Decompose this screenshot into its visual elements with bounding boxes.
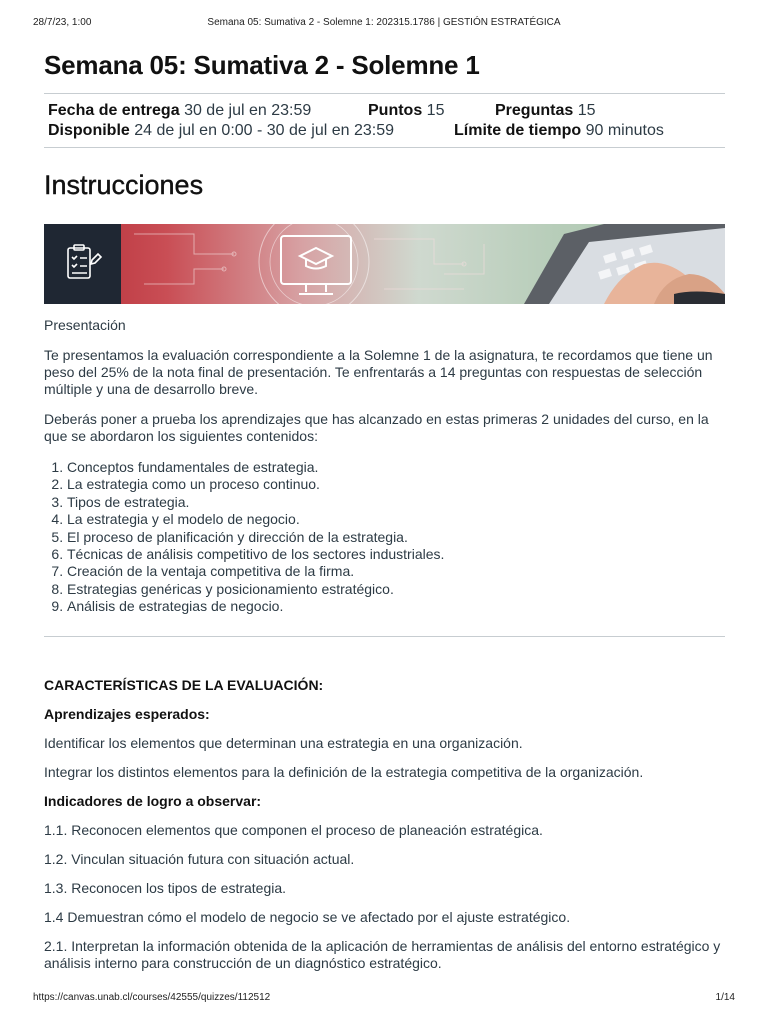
- contents-list: [44, 459, 725, 616]
- indicator-item: 1.3. Reconocen los tipos de estrategia.: [44, 879, 287, 896]
- indicator-item: 1.2. Vinculan situación futura con situación actual.: [44, 850, 355, 867]
- availability: [48, 121, 394, 141]
- presentation-title: Presentación: [44, 317, 126, 333]
- instructions-paragraph-2: Deberás poner a prueba los aprendizajes que has alcanzado en estas primeras 2 unidades del curso, en la que se abordaron los siguientes contenidos:: [44, 411, 709, 444]
- due-date-label: Fecha de entrega: [48, 102, 180, 119]
- points-value: 15: [426, 102, 445, 119]
- time-limit-label: Límite de tiempo: [454, 122, 582, 139]
- instructions-paragraph-1: Te presentamos la evaluación correspondiente a la Solemne 1 de la asignatura, te recordamos que tiene un peso del 25% de la nota final de presentación. Te enfrentarás a 14 preguntas con respuestas de selección múltiple y una de desarrollo breve.: [44, 347, 713, 397]
- list-item: 7. Creación de la ventaja competitiva de la firma.: [67, 563, 725, 580]
- laptop-image: [524, 224, 725, 304]
- quiz-details: [44, 94, 725, 147]
- list-item: 6. Técnicas de análisis competitivo de los sectores industriales.: [67, 546, 725, 563]
- characteristics-heading: CARACTERÍSTICAS DE LA EVALUACIÓN:: [44, 676, 324, 693]
- points-label: Puntos: [368, 102, 423, 119]
- list-item: 3. Tipos de estrategia.: [67, 494, 725, 511]
- questions: [495, 101, 596, 121]
- characteristics-section: [44, 677, 725, 972]
- points: [368, 101, 444, 121]
- print-footer: [33, 992, 735, 1006]
- quiz-details-row-2: [48, 121, 721, 141]
- quiz-title: Semana 05: Sumativa 2 - Solemne 1: [44, 50, 480, 80]
- due-date: [48, 101, 311, 121]
- list-item: 2. La estrategia como un proceso continuo.: [67, 476, 725, 493]
- expected-learning-item: Identificar los elementos que determinan una estrategia en una organización.: [44, 734, 523, 751]
- indicators-heading: Indicadores de logro a observar:: [44, 792, 262, 809]
- print-doc-title: Semana 05: Sumativa 2 - Solemne 1: 202315.1786 | GESTIÓN ESTRATÉGICA: [207, 17, 561, 28]
- print-header: [33, 17, 735, 31]
- quiz-content: [44, 48, 725, 972]
- quiz-details-row-1: [48, 101, 721, 121]
- list-item: 1. Conceptos fundamentales de estrategia.: [67, 459, 725, 476]
- instructions-heading: Instrucciones: [44, 170, 204, 200]
- divider: [44, 636, 725, 637]
- page-number: 1/14: [715, 992, 735, 1003]
- instructions-body: [44, 317, 725, 616]
- banner-illustration: [44, 224, 725, 304]
- list-item: 8. Estrategias genéricas y posicionamiento estratégico.: [67, 581, 725, 598]
- list-item: 9. Análisis de estrategias de negocio.: [67, 598, 725, 615]
- list-item: 4. La estrategia y el modelo de negocio.: [67, 511, 725, 528]
- indicator-item: 1.4 Demuestran cómo el modelo de negocio se ve afectado por el ajuste estratégico.: [44, 908, 571, 925]
- due-date-value: 30 de jul en 23:59: [184, 102, 312, 119]
- print-url: https://canvas.unab.cl/courses/42555/quizzes/112512: [33, 992, 271, 1003]
- time-limit-value: 90 minutos: [585, 122, 664, 139]
- expected-learning-item: Integrar los distintos elementos para la definición de la estrategia competitiva de la organización.: [44, 763, 644, 780]
- questions-value: 15: [577, 102, 596, 119]
- indicator-item: 2.1. Interpretan la información obtenida de la aplicación de herramientas de análisis del entorno estratégico y análisis interno para construcción de un diagnóstico estratégico.: [44, 937, 721, 971]
- expected-learning-heading: Aprendizajes esperados:: [44, 705, 210, 722]
- questions-label: Preguntas: [495, 102, 574, 119]
- divider: [44, 147, 725, 148]
- availability-value: 24 de jul en 0:00 - 30 de jul en 23:59: [134, 122, 394, 139]
- list-item: 5. El proceso de planificación y dirección de la estrategia.: [67, 529, 725, 546]
- monitor-graduation-icon: [281, 236, 351, 294]
- time-limit: [454, 121, 664, 141]
- indicator-item: 1.1. Reconocen elementos que componen el proceso de planeación estratégica.: [44, 821, 543, 838]
- print-date: 28/7/23, 1:00: [33, 17, 92, 28]
- checklist-icon: [68, 245, 101, 278]
- instructions-banner: [44, 224, 725, 304]
- availability-label: Disponible: [48, 122, 130, 139]
